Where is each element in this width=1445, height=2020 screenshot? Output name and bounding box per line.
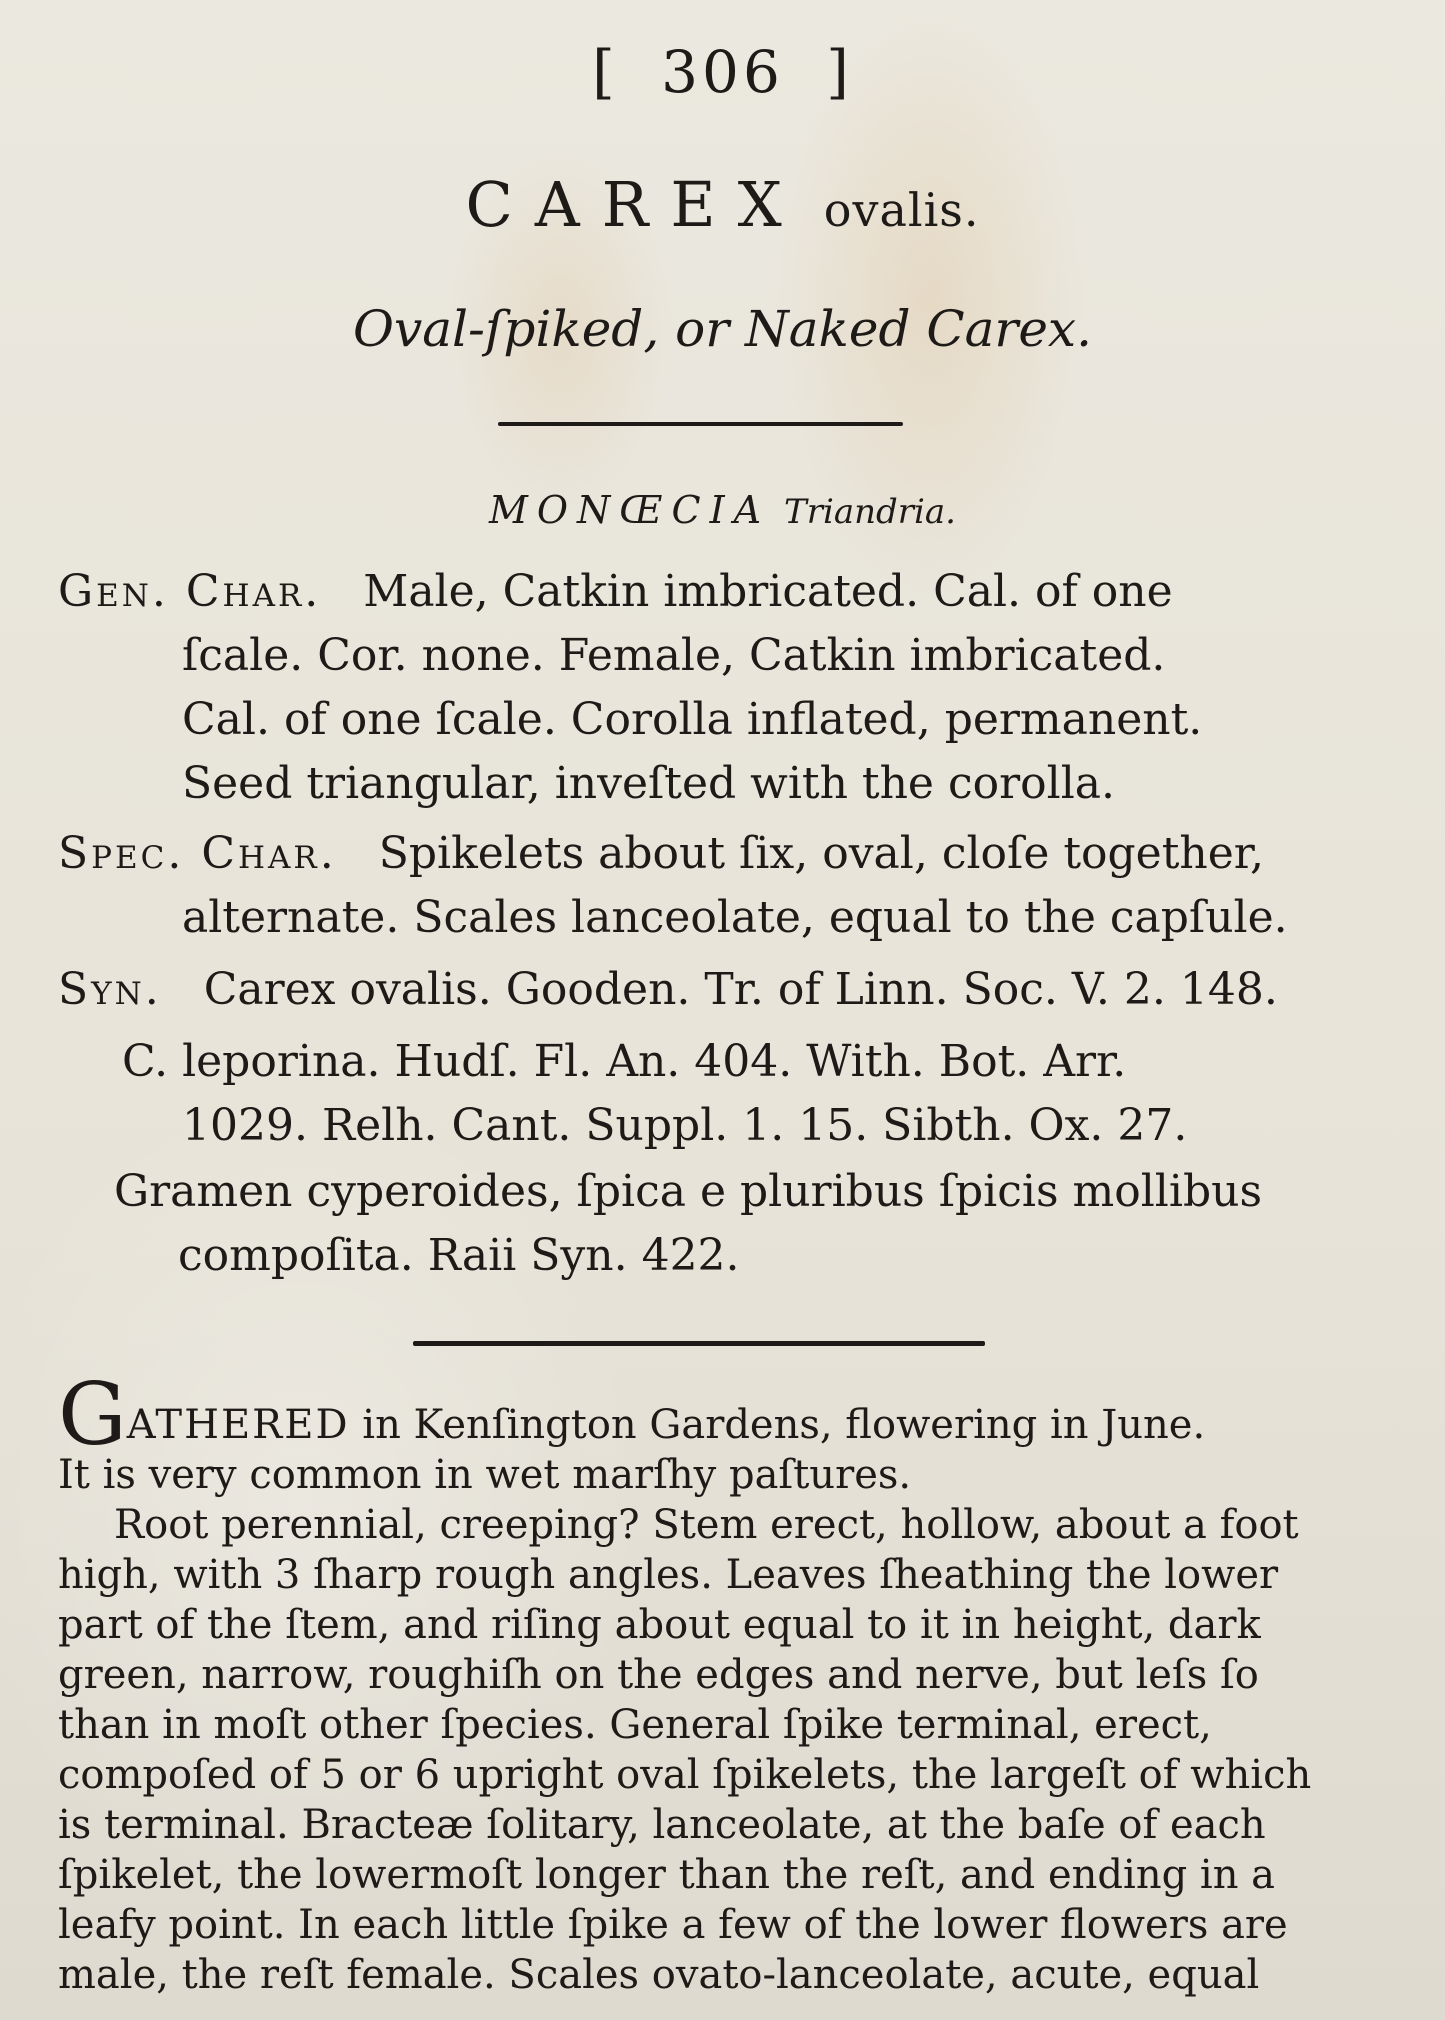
spec-char-line: alternate. Scales lanceolate, equal to the capſule. [182,892,1288,943]
description-line: part of the ſtem, and riſing about equal to it in height, dark [58,1602,1261,1648]
synonym-line: 1029. Relh. Cant. Suppl. 1. 15. Sibth. Ox. 27. [182,1100,1188,1151]
synonym-line: Carex ovalis. Gooden. Tr. of Linn. Soc. V. 2. 148. [203,964,1278,1015]
specific-character [58,822,1378,950]
description-line: It is very common in wet marſhy paſtures. [58,1452,912,1498]
generic-character [58,560,1378,816]
page-title [0,168,1445,241]
opening-word: ATHERED [126,1402,350,1448]
gen-char-line: ſcale. Cor. none. Female, Catkin imbricated. [182,630,1166,681]
syn-label: Syn. [58,964,162,1015]
description-line: compoſed of 5 or 6 upright oval ſpikelets, the largeſt of which [58,1752,1312,1798]
page-number: [ 306 ] [592,38,853,106]
gen-char-line: Male, Catkin imbricated. Cal. of one [363,566,1173,617]
divider-rule [498,422,903,426]
description-line: leafy point. In each little ſpike a few of the lower flowers are [58,1902,1288,1948]
synonymy [58,958,1378,1022]
class-name: MONŒCIA [488,488,771,532]
description-line: ſpikelet, the lowermoſt longer than the reſt, and ending in a [58,1852,1276,1898]
description-line: green, narrow, roughiſh on the edges and nerve, but leſs ſo [58,1652,1259,1698]
title-species: ovalis. [823,183,980,237]
order-name: Triandria. [784,492,956,532]
spec-char-label: Spec. Char. [58,828,337,879]
classification [0,488,1445,532]
gen-char-line: Seed triangular, inveſted with the corolla. [182,758,1115,809]
description-text [58,1365,1368,2000]
drop-cap: G [58,1365,127,1465]
description-line: is terminal. Bracteæ ſolitary, lanceolate, at the baſe of each [58,1802,1266,1848]
gen-char-line: Cal. of one ſcale. Corolla inflated, permanent. [182,694,1203,745]
synonym-line: compoſita. Raii Syn. 422. [178,1230,740,1281]
divider-rule [413,1341,985,1346]
synonym-line: C. leporina. Hudſ. Fl. An. 404. With. Bot. Arr. [122,1036,1127,1087]
description-line: Root perennial, creeping? Stem erect, hollow, about a foot [114,1502,1299,1548]
title-genus: CAREX [465,168,804,241]
description-line: high, with 3 ſharp rough angles. Leaves ſheathing the lower [58,1552,1279,1598]
description-line: than in moſt other ſpecies. General ſpike terminal, erect, [58,1702,1212,1748]
common-name: Oval-ſpiked, or Naked Carex. [352,300,1092,358]
description-line: in Kenſington Gardens, flowering in June. [362,1402,1206,1448]
synonym-gramen [58,1160,1434,1288]
spec-char-line: Spikelets about ſix, oval, cloſe together, [378,828,1264,879]
gen-char-label: Gen. Char. [58,566,322,617]
synonym-line: Gramen cyperoides, ſpica e pluribus ſpicis mollibus [114,1166,1263,1217]
synonym-leporina [58,1030,1442,1158]
description-line: male, the reſt female. Scales ovato-lanceolate, acute, equal [58,1952,1260,1998]
